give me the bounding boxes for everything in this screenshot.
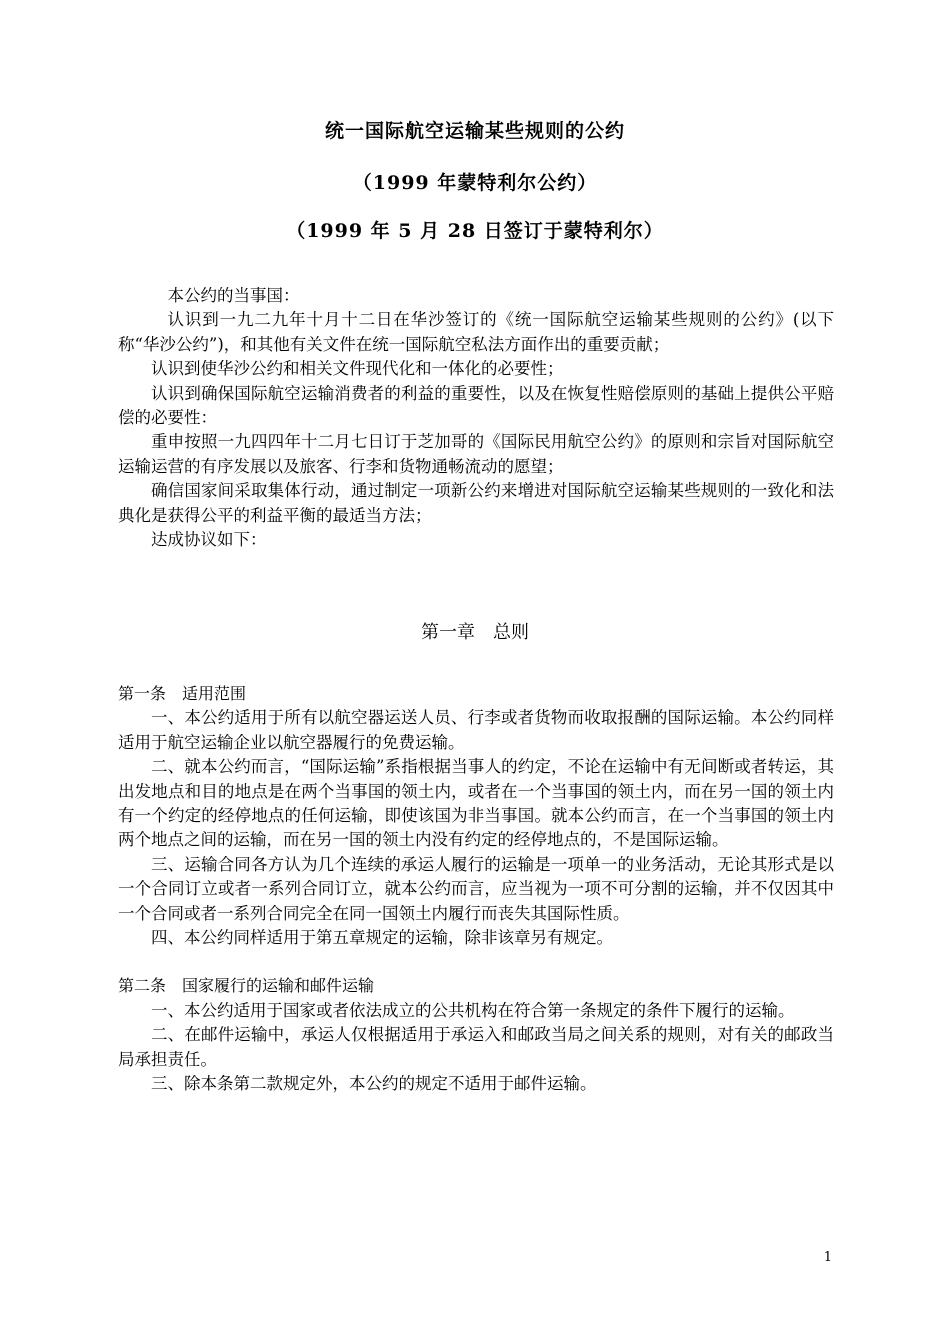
article-spacer [118, 950, 834, 974]
article [118, 974, 834, 1096]
preamble-paragraph: 认识到使华沙公约和相关文件现代化和一体化的必要性； [151, 359, 564, 379]
article-heading: 第二条 国家履行的运输和邮件运输 [118, 976, 375, 996]
article-paragraph: 二、在邮件运输中，承运人仅根据适用于承运入和邮政当局之间关系的规则，对有关的邮政当局承担责任。 [118, 1025, 834, 1069]
article-heading: 第一条 适用范围 [118, 684, 247, 703]
preamble [118, 284, 834, 552]
chapter-title: 第一章 总则 [421, 622, 529, 643]
document-title: 统一国际航空运输某些规则的公约 [324, 120, 625, 142]
preamble-paragraph: 重申按照一九四四年十二月七日订于芝加哥的《国际民用航空公约》的原则和宗旨对国际航空运输运营的有序发展以及旅客、行李和货物通畅流动的愿望； [118, 432, 834, 476]
article-paragraph: 一、本公约适用于国家或者依法成立的公共机构在符合第一条规定的条件下履行的运输。 [151, 1000, 795, 1020]
articles [118, 682, 834, 1097]
preamble-paragraph: 认识到一九二九年十月十二日在华沙签订的《统一国际航空运输某些规则的公约》(以下称“华沙公约”)，和其他有关文件在统一国际航空私法方面作出的重要贡献； [118, 310, 834, 354]
article-paragraph: 三、运输合同各方认为几个连续的承运人履行的运输是一项单一的业务活动，无论其形式是以一个合同订立或者一系列合同订立，就本公约而言，应当视为一项不可分割的运输，并不仅因其中一个合同或者一系列合同完全在同一国领土内履行而丧失其国际性质。 [118, 854, 834, 923]
preamble-paragraph: 确信国家间采取集体行动，通过制定一项新公约来增进对国际航空运输某些规则的一致化和法典化是获得公平的利益平衡的最适当方法； [118, 481, 834, 525]
article-paragraph: 二、就本公约而言，“国际运输”系指根据当事人的约定，不论在运输中有无间断或者转运，其出发地点和目的地点是在两个当事国的领土内，或者在一个当事国的领土内，而在另一国的领土内有一个约定的经停地点的任何运输，即使该国为非当事国。就本公约而言，在一个当事国的领土内两个地点之间的运输，而在另一国的领土内没有约定的经停地点的，不是国际运输。 [118, 757, 834, 850]
preamble-paragraph: 认识到确保国际航空运输消费者的利益的重要性，以及在恢复性赔偿原则的基础上提供公平赔偿的必要性： [118, 383, 834, 428]
article-paragraph: 三、除本条第二款规定外，本公约的规定不适用于邮件运输。 [151, 1074, 597, 1094]
page-number: 1 [823, 1250, 832, 1265]
preamble-paragraph: 达成协议如下： [151, 530, 267, 550]
article-paragraph: 一、本公约适用于所有以航空器运送人员、行李或者货物而收取报酬的国际运输。本公约同样适用于航空运输企业以航空器履行的免费运输。 [118, 708, 834, 752]
document-subtitle-date: （1999 年 5 月 28 日签订于蒙特利尔） [286, 220, 664, 242]
article-paragraph: 四、本公约同样适用于第五章规定的运输，除非该章另有规定。 [151, 928, 613, 948]
document-subtitle-convention: （1999 年蒙特利尔公约） [352, 172, 598, 194]
article [118, 682, 834, 950]
preamble-paragraph: 本公约的当事国： [167, 286, 300, 305]
